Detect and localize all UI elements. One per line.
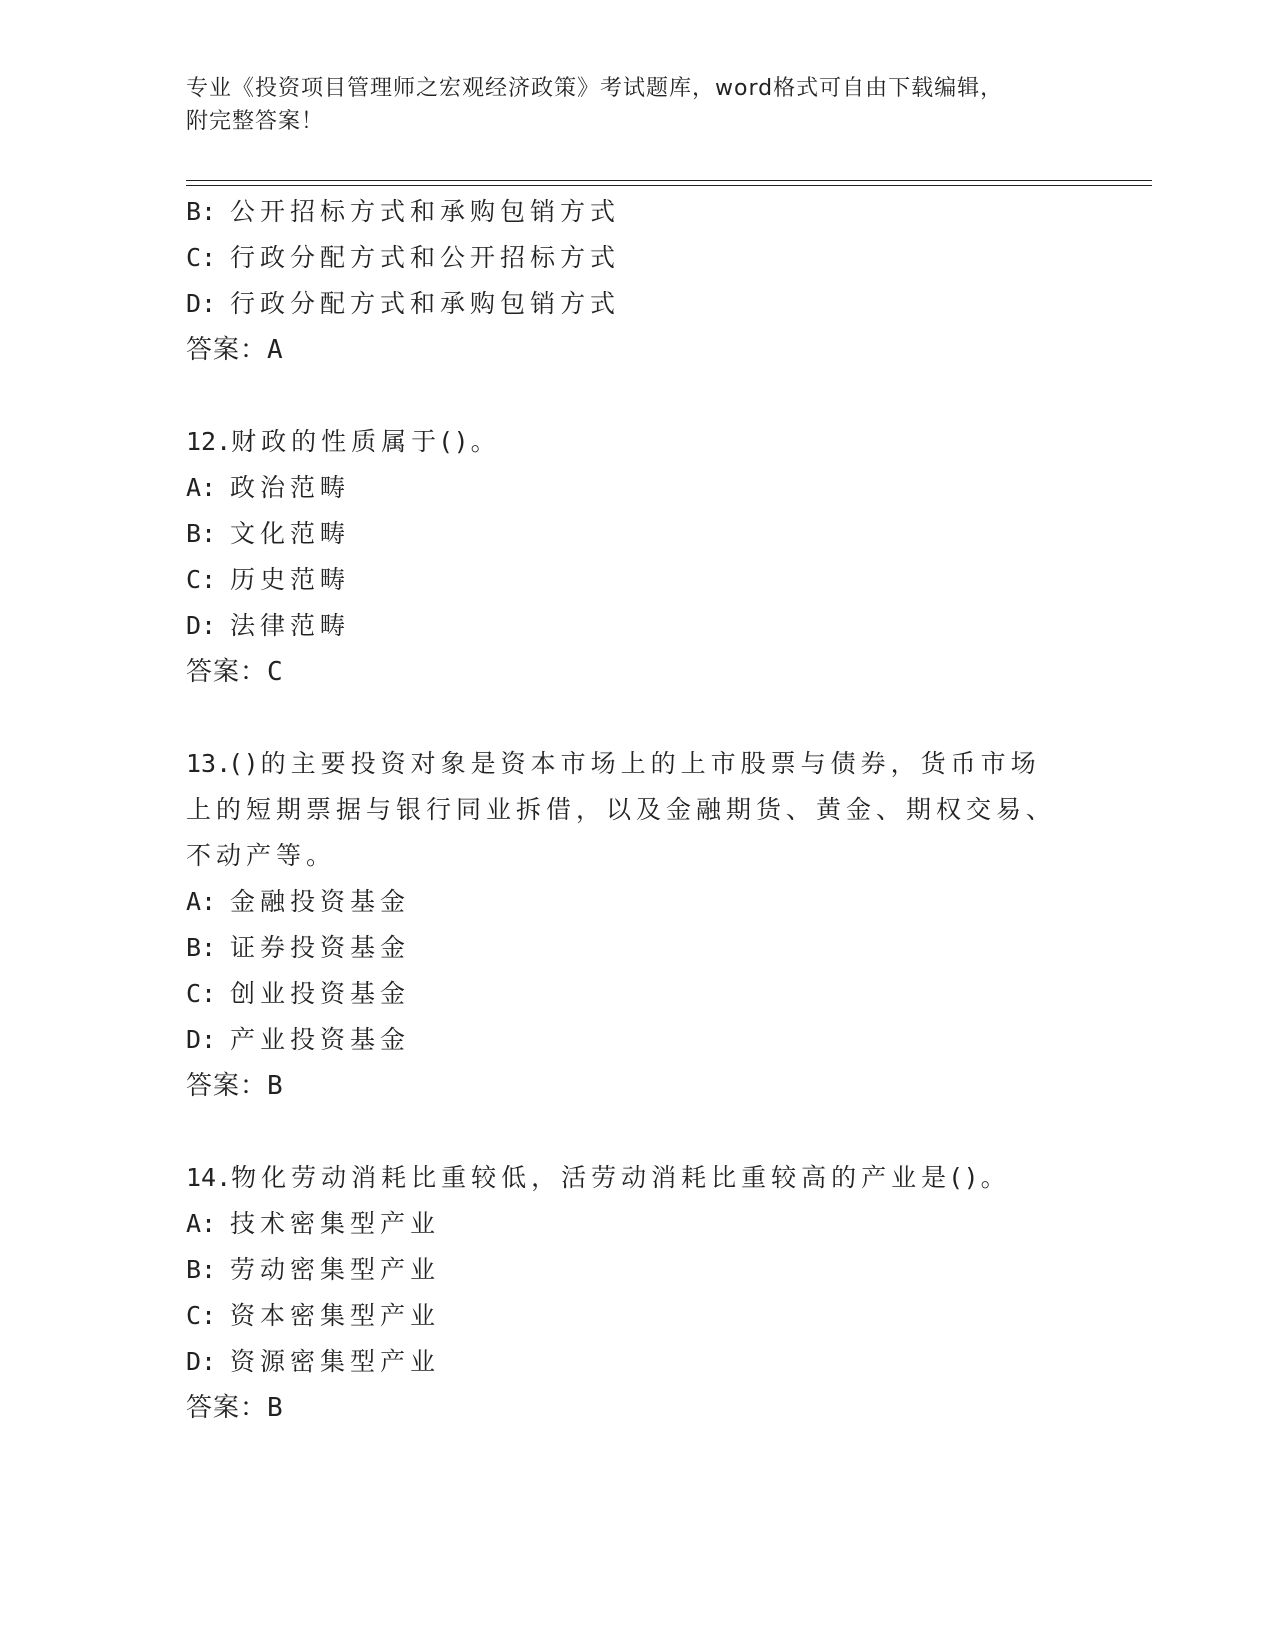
question-list [186, 189, 1086, 1431]
header-divider-top [186, 180, 1152, 181]
option-a [186, 1201, 1086, 1247]
header-line-2: 附完整答案！ [186, 109, 325, 134]
spacer [186, 1109, 1086, 1155]
option-text: 历史范畴 [230, 565, 351, 594]
option-text: 劳动密集型产业 [230, 1255, 441, 1284]
question-number: 12. [186, 427, 232, 456]
option-d [186, 1017, 1086, 1063]
option-b [186, 1247, 1086, 1293]
answer-value: B [267, 1071, 284, 1101]
option-text: 金融投资基金 [230, 887, 411, 916]
option-letter: B: [186, 519, 217, 548]
option-b [186, 189, 1086, 235]
option-text: 行政分配方式和公开招标方式 [230, 243, 621, 272]
option-a [186, 465, 1086, 511]
option-letter: A: [186, 1209, 217, 1238]
question-number: 13. [186, 749, 232, 778]
question-text: ()的主要投资对象是资本市场上的上市股票与债券，货币市场上的短期票据与银行同业拆借，以及金融期货、黄金、期权交易、不动产等。 [186, 749, 1057, 870]
option-c [186, 557, 1086, 603]
option-text: 技术密集型产业 [230, 1209, 441, 1238]
answer-label: 答案： [186, 1393, 268, 1423]
option-a [186, 879, 1086, 925]
option-text: 产业投资基金 [230, 1025, 411, 1054]
option-letter: D: [186, 289, 217, 318]
question-block-12 [186, 419, 1086, 695]
option-letter: C: [186, 979, 217, 1008]
option-b [186, 511, 1086, 557]
header-divider-bottom [186, 185, 1152, 186]
question-block-prev [186, 189, 1086, 373]
option-text: 文化范畴 [230, 519, 351, 548]
answer-label: 答案： [186, 1071, 268, 1101]
answer-value: A [267, 335, 284, 365]
question-stem [186, 1155, 1066, 1201]
option-letter: D: [186, 1347, 217, 1376]
question-text: 物化劳动消耗比重较低，活劳动消耗比重较高的产业是()。 [231, 1163, 1011, 1192]
option-d [186, 603, 1086, 649]
answer-value: C [267, 657, 284, 687]
spacer [186, 695, 1086, 741]
option-c [186, 971, 1086, 1017]
option-text: 法律范畴 [230, 611, 351, 640]
question-number: 14. [186, 1163, 232, 1192]
option-text: 公开招标方式和承购包销方式 [230, 197, 621, 226]
question-text: 财政的性质属于()。 [231, 427, 501, 456]
option-text: 政治范畴 [230, 473, 351, 502]
option-b [186, 925, 1086, 971]
option-letter: A: [186, 887, 217, 916]
option-letter: B: [186, 197, 217, 226]
option-c [186, 235, 1086, 281]
spacer [186, 373, 1086, 419]
answer-line [186, 327, 1086, 373]
option-text: 证券投资基金 [230, 933, 411, 962]
question-stem [186, 741, 1066, 879]
option-text: 资本密集型产业 [230, 1301, 441, 1330]
answer-line [186, 1063, 1086, 1109]
option-letter: D: [186, 1025, 217, 1054]
option-letter: C: [186, 243, 217, 272]
answer-line [186, 649, 1086, 695]
option-c [186, 1293, 1086, 1339]
option-text: 资源密集型产业 [230, 1347, 441, 1376]
answer-label: 答案： [186, 335, 268, 365]
option-text: 行政分配方式和承购包销方式 [230, 289, 621, 318]
answer-value: B [267, 1393, 284, 1423]
question-block-14 [186, 1155, 1086, 1431]
option-d [186, 281, 1086, 327]
option-letter: D: [186, 611, 217, 640]
document-header [186, 72, 1066, 138]
option-letter: A: [186, 473, 217, 502]
option-letter: B: [186, 933, 217, 962]
answer-line [186, 1385, 1086, 1431]
option-letter: C: [186, 565, 217, 594]
question-block-13 [186, 741, 1086, 1109]
option-letter: B: [186, 1255, 217, 1284]
answer-label: 答案： [186, 657, 268, 687]
question-stem [186, 419, 1066, 465]
option-d [186, 1339, 1086, 1385]
option-letter: C: [186, 1301, 217, 1330]
header-line-1: 专业《投资项目管理师之宏观经济政策》考试题库，word格式可自由下载编辑， [186, 76, 1004, 101]
option-text: 创业投资基金 [230, 979, 411, 1008]
